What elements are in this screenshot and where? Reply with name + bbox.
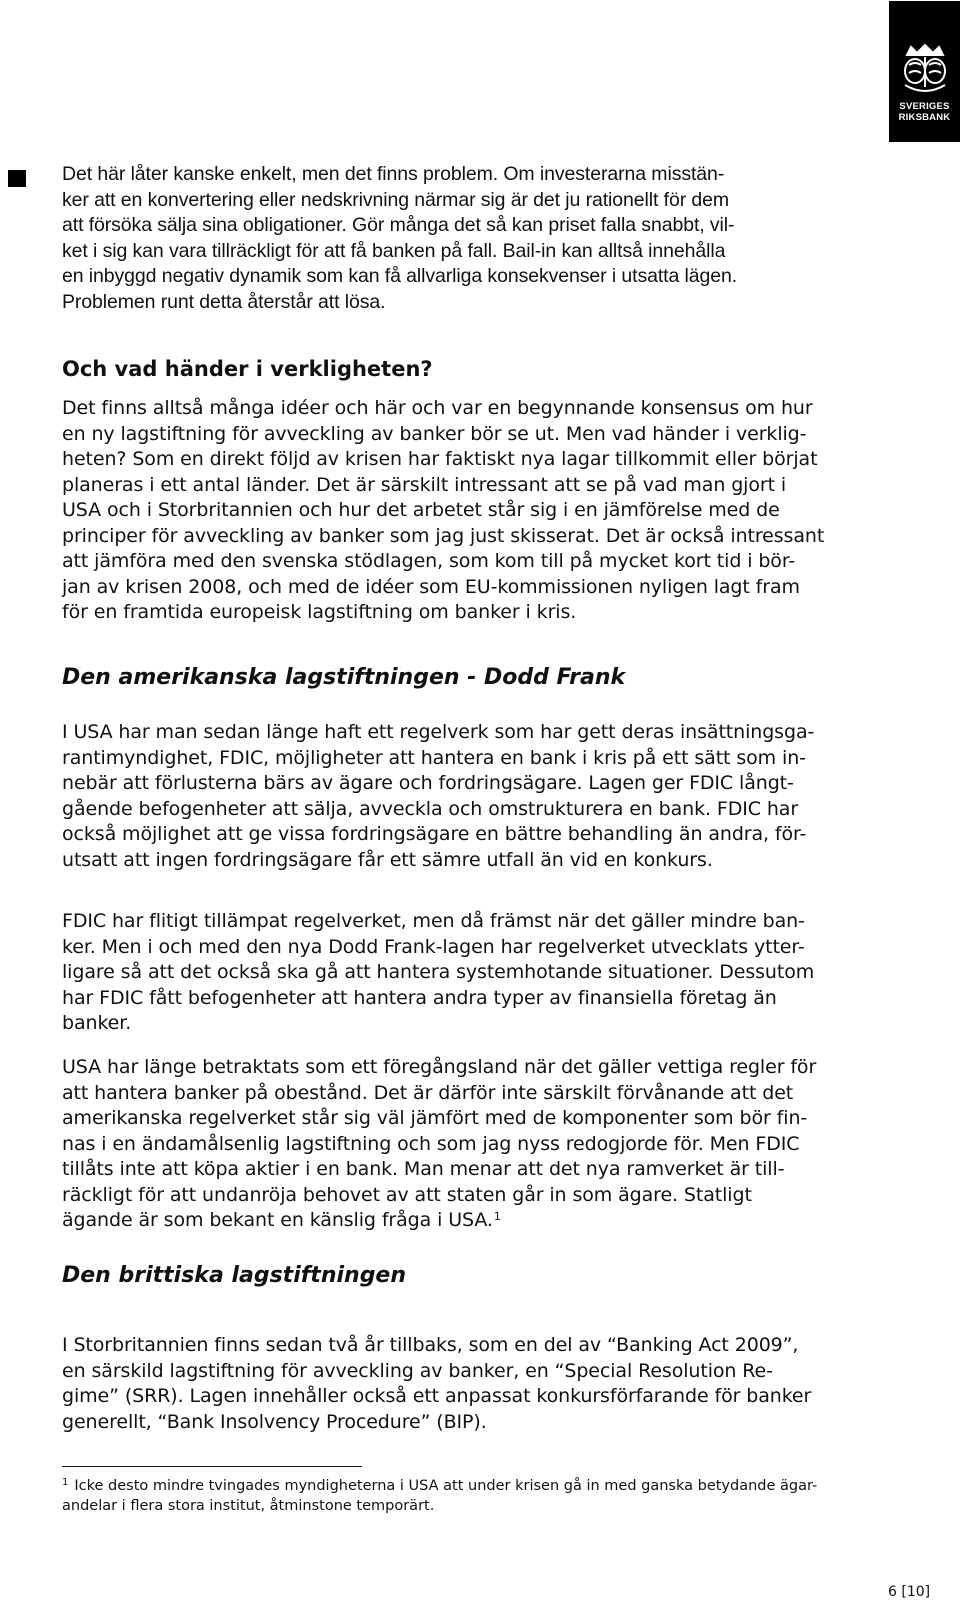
footnote-text: Icke desto mindre tvingades myndigheterna i USA att under krisen gå in med ganska betydande ägar- [74,1478,818,1494]
text-line: banker. [62,1012,132,1034]
text-line: för en framtida europeisk lagstiftning om banker i kris. [62,601,577,623]
text-line: tillåts inte att köpa aktier i en bank. Man menar att det nya ramverket är till- [62,1158,785,1180]
text-line: heten? Som en direkt följd av krisen har faktiskt nya lagar tillkommit eller börjat [62,448,818,470]
text-line: ker att en konvertering eller nedskrivning närmar sig är det ju rationellt för dem [62,188,730,211]
section-paragraph [62,1055,842,1234]
text-line: rantimyndighet, FDIC, möjligheter att hantera en bank i kris på ett sätt som in- [62,746,806,769]
footnote-line [62,1476,862,1496]
text-line: amerikanska regelverket står sig väl jämfört med de komponenter som bör fin- [62,1107,808,1129]
text-line: principer för avveckling av banker som jag just skisserat. Det är också intressant [62,524,825,547]
text-line: nebär att förlusterna bärs av ägare och fordringsägare. Lagen ger FDIC långt- [62,772,794,794]
text-line: ket i sig kan vara tillräckligt för att få banken på fall. Bail-in kan alltså innehålla [62,239,726,262]
footnote-number: 1 [62,1477,69,1488]
margin-marker [8,170,26,187]
section-paragraph [62,720,842,873]
footnote-divider [62,1466,362,1467]
text-line: en ny lagstiftning för avveckling av banker bör se ut. Men vad händer i verklig- [62,422,807,445]
section-paragraph [62,1333,842,1435]
text-line: också möjlighet att ge vissa fordringsägare en bättre behandling än andra, för- [62,823,807,845]
crown-emblem-icon [897,41,953,97]
logo-wordmark [899,101,951,123]
text-line: att jämföra med den svenska stödlagen, som kom till på mycket kort tid i bör- [62,550,796,572]
text-line: nas i en ändamålsenlig lagstiftning och som jag nyss redogjorde för. Men FDIC [62,1132,800,1155]
section-heading: Och vad händer i verkligheten? [62,357,433,381]
footnote [62,1476,862,1516]
text-line: räckligt för att undanröja behovet av att staten går in som ägare. Statligt [62,1183,752,1206]
text-line: Det finns alltså många idéer och här och var en begynnande konsensus om hur [62,397,813,419]
text-line: gående befogenheter att sälja, avveckla och omstrukturera en bank. FDIC har [62,797,799,820]
page-number: 6 [10] [888,1584,931,1600]
text-line: en inbyggd negativ dynamik som kan få allvarliga konsekvenser i utsatta lägen. [62,265,738,287]
text-line: generellt, “Bank Insolvency Procedure” (BIP). [62,1410,487,1433]
text-line: att hantera banker på obestånd. Det är därför inte särskilt förvånande att det [62,1081,794,1104]
text-line: I Storbritannien finns sedan två år tillbaks, som en del av “Banking Act 2009”, [62,1334,799,1356]
text-line: har FDIC fått befogenheter att hantera andra typer av finansiella företag än [62,986,777,1009]
text-line [62,1208,842,1234]
text-line: Problemen runt detta återstår att lösa. [62,290,386,313]
section-paragraph [62,396,842,626]
text-segment: ägande är som bekant en känslig fråga i USA. [62,1209,493,1231]
text-line: Det här låter kanske enkelt, men det finns problem. Om investerarna misstän- [62,163,725,185]
text-line: USA och i Storbritannien och hur det arbetet står sig i en jämförelse med de [62,499,780,521]
text-line: planeras i ett antal länder. Det är särskilt intressant att se på vad man gjort i [62,473,787,496]
logo-line-1: SVERIGES [899,101,950,112]
text-line: I USA har man sedan länge haft ett regelverk som har gett deras insättningsga- [62,721,815,743]
text-line: FDIC har flitigt tillämpat regelverket, men då främst när det gäller mindre ban- [62,910,805,932]
section-heading: Den amerikanska lagstiftningen - Dodd Frank [62,665,626,690]
riksbank-logo [889,1,960,142]
text-line: att försöka sälja sina obligationer. Gör många det så kan priset falla snabbt, vil- [62,214,735,236]
text-line: en särskild lagstiftning för avveckling av banker, en “Special Resolution Re- [62,1359,773,1382]
text-line: ker. Men i och med den nya Dodd Frank-lagen har regelverket utvecklats ytter- [62,935,805,958]
footnote-reference[interactable]: 1 [493,1210,501,1223]
text-line: ligare så att det också ska gå att hantera systemhotande situationer. Dessutom [62,961,815,983]
text-line: utsatt att ingen fordringsägare får ett sämre utfall än vid en konkurs. [62,848,713,871]
footnote-line: andelar i flera stora institut, åtminstone temporärt. [62,1498,435,1514]
section-paragraph [62,909,842,1037]
text-line: jan av krisen 2008, och med de idéer som EU-kommissionen nyligen lagt fram [62,575,800,598]
section-heading: Den brittiska lagstiftningen [62,1263,407,1288]
text-line: USA har länge betraktats som ett föregångsland när det gäller vettiga regler för [62,1056,817,1078]
logo-line-2: RIKSBANK [898,112,951,123]
intro-paragraph [62,162,842,315]
text-line: gime” (SRR). Lagen innehåller också ett anpassat konkursförfarande för banker [62,1385,812,1407]
